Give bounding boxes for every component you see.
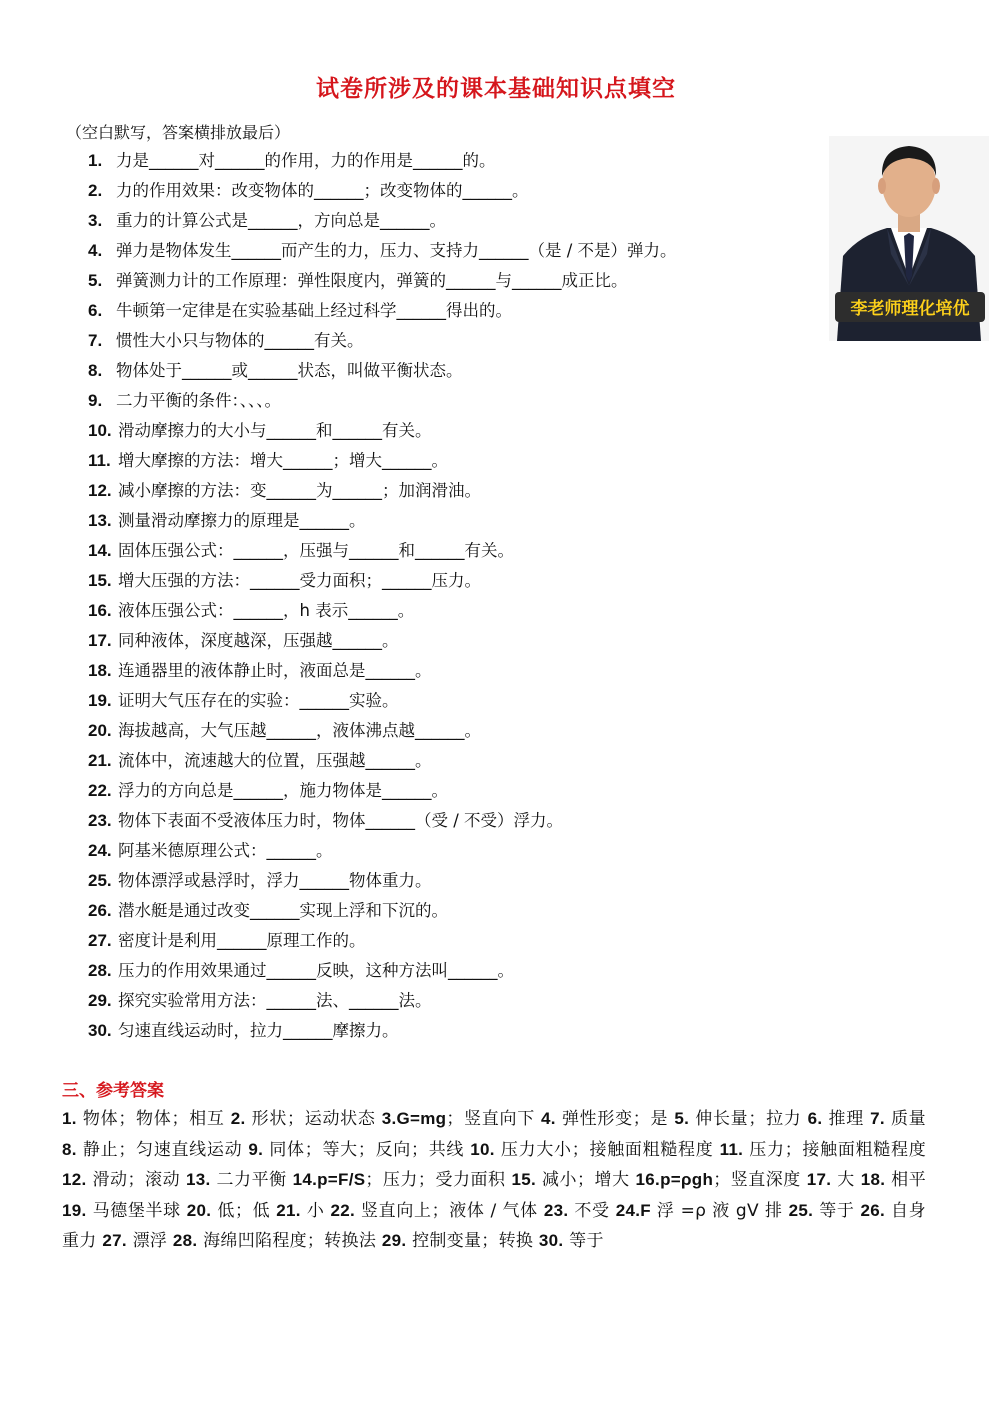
- question-number: 12.: [88, 481, 112, 500]
- question-item: [88, 656, 848, 686]
- question-text: 增大压强的方法：______受力面积；______压力。: [118, 571, 481, 590]
- question-text: 力是______对______的作用，力的作用是______的。: [116, 151, 496, 170]
- page-subtitle: （空白默写，答案横排放最后）: [66, 123, 291, 142]
- answer-text: 同体；等大；反向；共线: [263, 1139, 471, 1160]
- question-text: 测量滑动摩擦力的原理是______。: [118, 511, 366, 530]
- answer-number: 24.F: [615, 1200, 651, 1220]
- question-number: 23.: [88, 811, 112, 830]
- question-number: 10.: [88, 421, 112, 440]
- answer-text: 自身重力: [62, 1200, 926, 1251]
- answer-number: 29.: [381, 1231, 407, 1250]
- answer-text: 相平: [885, 1170, 926, 1190]
- answer-number: 9.: [248, 1139, 264, 1159]
- answer-number: 22.: [330, 1200, 356, 1220]
- answer-number: 6.: [807, 1109, 823, 1128]
- question-item: [88, 626, 848, 656]
- question-text: 牛顿第一定律是在实验基础上经过科学______得出的。: [116, 301, 512, 320]
- question-text: 压力的作用效果通过______反映，这种方法叫______。: [118, 961, 514, 980]
- question-item: [88, 926, 848, 956]
- answer-text: ；压力；受力面积: [365, 1170, 512, 1190]
- answer-text: 控制变量；转换: [406, 1231, 539, 1251]
- question-number: 11.: [88, 451, 111, 470]
- answer-text: 大: [831, 1170, 861, 1190]
- answer-text: ；竖直深度: [713, 1170, 807, 1190]
- question-item: [88, 716, 848, 746]
- question-text: 同种液体，深度越深，压强越______。: [118, 631, 399, 650]
- question-item: [88, 356, 848, 386]
- question-text: 浮力的方向总是______，施力物体是______。: [118, 781, 448, 800]
- question-text: 增大摩擦的方法：增大______；增大______。: [118, 451, 448, 470]
- question-number: 26.: [88, 901, 112, 920]
- question-item: [88, 326, 848, 356]
- question-number: 20.: [88, 721, 112, 740]
- question-text: 重力的计算公式是______，方向总是______。: [116, 211, 446, 230]
- question-item: [88, 176, 848, 206]
- answer-number: 4.: [541, 1109, 556, 1128]
- question-text: 物体处于______或______状态，叫做平衡状态。: [116, 361, 463, 380]
- answers-heading: 三、参考答案: [62, 1081, 164, 1101]
- answer-number: 18.: [860, 1170, 886, 1189]
- question-item: [88, 1016, 848, 1046]
- question-number: 14.: [88, 541, 112, 560]
- question-number: 3.: [88, 211, 103, 230]
- answer-number: 20.: [186, 1200, 212, 1220]
- question-item: [88, 296, 848, 326]
- question-item: [88, 506, 848, 536]
- teacher-portrait-image: [829, 136, 989, 341]
- question-text: 减小摩擦的方法：变______为______；加润滑油。: [118, 481, 481, 500]
- question-item: [88, 596, 848, 626]
- answer-number: 13.: [186, 1170, 211, 1189]
- question-item: [88, 836, 848, 866]
- answer-number: 23.: [543, 1200, 569, 1220]
- question-item: [88, 236, 848, 266]
- question-item: [88, 776, 848, 806]
- question-text: 固体压强公式：______，压强与______和______有关。: [118, 541, 514, 560]
- question-item: [88, 386, 848, 416]
- question-number: 2.: [88, 181, 103, 200]
- question-text: 弹簧测力计的工作原理：弹性限度内，弹簧的______与______成正比。: [116, 271, 628, 290]
- answer-text: 伸长量；拉力: [689, 1109, 808, 1129]
- answer-number: 3.G=mg: [381, 1109, 447, 1128]
- answer-number: 16.p=ρgh: [635, 1170, 714, 1189]
- question-number: 13.: [88, 511, 112, 530]
- question-item: [88, 806, 848, 836]
- answer-number: 27.: [102, 1231, 127, 1250]
- question-text: 阿基米德原理公式：______。: [118, 841, 333, 860]
- answer-number: 10.: [470, 1139, 495, 1159]
- question-item: [88, 896, 848, 926]
- question-text: 海拔越高，大气压越______，液体沸点越______。: [118, 721, 481, 740]
- answer-number: 8.: [62, 1139, 77, 1159]
- answer-number: 26.: [860, 1200, 886, 1220]
- question-number: 6.: [88, 301, 103, 320]
- question-text: 探究实验常用方法：______法、______法。: [118, 991, 432, 1010]
- answer-text: 马德堡半球: [86, 1200, 187, 1221]
- question-number: 9.: [88, 391, 103, 410]
- question-number: 21.: [88, 751, 112, 770]
- answer-number: 25.: [788, 1200, 814, 1220]
- answer-text: 滑动；滚动: [86, 1170, 187, 1190]
- answer-text: 弹性形变；是: [555, 1109, 675, 1129]
- answer-number: 28.: [172, 1231, 198, 1250]
- answer-number: 30.: [538, 1231, 564, 1250]
- answer-text: 压力；接触面粗糙程度: [743, 1139, 926, 1160]
- question-item: [88, 266, 848, 296]
- question-item: [88, 866, 848, 896]
- answer-text: 减小；增大: [536, 1170, 636, 1190]
- answer-number: 14.p=F/S: [292, 1170, 366, 1189]
- question-item: [88, 746, 848, 776]
- answer-number: 7.: [870, 1109, 885, 1128]
- question-text: 物体下表面不受液体压力时，物体______（受 / 不受）浮力。: [118, 811, 564, 830]
- question-text: 力的作用效果：改变物体的______；改变物体的______。: [116, 181, 529, 200]
- question-text: 弹力是物体发生______而产生的力，压力、支持力______（是 / 不是）弹力。: [116, 241, 677, 260]
- question-number: 24.: [88, 841, 112, 860]
- question-number: 22.: [88, 781, 112, 800]
- question-item: [88, 686, 848, 716]
- question-text: 连通器里的液体静止时，液面总是______。: [118, 661, 432, 680]
- question-item: [88, 416, 848, 446]
- answer-number: 1.: [62, 1109, 77, 1128]
- answer-text: 质量: [884, 1109, 926, 1129]
- question-list: [88, 146, 848, 1046]
- question-text: 匀速直线运动时，拉力______摩擦力。: [118, 1021, 399, 1040]
- question-number: 5.: [88, 271, 103, 290]
- answer-text: 物体；物体；相互: [76, 1109, 231, 1129]
- question-text: 潜水艇是通过改变______实现上浮和下沉的。: [118, 901, 448, 920]
- question-number: 18.: [88, 661, 112, 680]
- question-text: 液体压强公式：______，h 表示______。: [118, 601, 415, 620]
- question-number: 7.: [88, 331, 103, 350]
- answer-key: [62, 1104, 926, 1257]
- question-text: 证明大气压存在的实验：______实验。: [118, 691, 399, 710]
- page-title: 试卷所涉及的课本基础知识点填空: [316, 75, 676, 102]
- answer-text: 二力平衡: [210, 1170, 293, 1190]
- answer-text: 低；低: [211, 1200, 277, 1221]
- answer-text: 小: [300, 1200, 331, 1221]
- photo-caption: 李老师理化培优: [850, 299, 970, 319]
- question-number: 17.: [88, 631, 112, 650]
- answer-text: 浮 =ρ 液 gV 排: [650, 1200, 789, 1221]
- teacher-photo: [829, 136, 989, 341]
- question-item: [88, 476, 848, 506]
- question-number: 25.: [88, 871, 112, 890]
- answer-number: 17.: [806, 1170, 832, 1189]
- question-item: [88, 446, 848, 476]
- question-item: [88, 536, 848, 566]
- question-item: [88, 986, 848, 1016]
- question-number: 27.: [88, 931, 112, 950]
- question-text: 物体漂浮或悬浮时，浮力______物体重力。: [118, 871, 432, 890]
- question-item: [88, 146, 848, 176]
- answer-text: 压力大小；接触面粗糙程度: [494, 1139, 720, 1160]
- answer-number: 19.: [62, 1200, 87, 1220]
- answer-number: 2.: [230, 1109, 246, 1128]
- question-number: 28.: [88, 961, 112, 980]
- answer-text: 漂浮: [126, 1231, 173, 1251]
- answer-number: 12.: [62, 1170, 87, 1189]
- question-number: 15.: [88, 571, 112, 590]
- question-text: 密度计是利用______原理工作的。: [118, 931, 366, 950]
- answer-number: 15.: [511, 1170, 537, 1189]
- question-text: 惯性大小只与物体的______有关。: [116, 331, 364, 350]
- answer-text: 不受: [568, 1200, 616, 1221]
- answer-text: 等于: [563, 1231, 604, 1251]
- answer-text: ；竖直向下: [446, 1109, 542, 1129]
- question-text: 流体中，流速越大的位置，压强越______。: [118, 751, 432, 770]
- question-item: [88, 956, 848, 986]
- answer-text: 等于: [813, 1200, 861, 1221]
- question-number: 16.: [88, 601, 112, 620]
- answer-number: 5.: [674, 1109, 690, 1128]
- answer-text: 推理: [822, 1109, 871, 1129]
- answer-number: 21.: [276, 1200, 301, 1220]
- answer-text: 形状；运动状态: [245, 1109, 382, 1129]
- question-number: 8.: [88, 361, 103, 380]
- question-number: 30.: [88, 1021, 112, 1040]
- answer-text: 海绵凹陷程度；转换法: [197, 1231, 382, 1251]
- question-number: 4.: [88, 241, 103, 260]
- question-text: 二力平衡的条件：、、、。: [116, 391, 281, 410]
- answer-text: 竖直向上；液体 / 气体: [355, 1200, 544, 1221]
- question-number: 19.: [88, 691, 112, 710]
- question-text: 滑动摩擦力的大小与______和______有关。: [118, 421, 432, 440]
- question-number: 29.: [88, 991, 112, 1010]
- answer-number: 11.: [719, 1139, 744, 1159]
- question-item: [88, 206, 848, 236]
- question-number: 1.: [88, 151, 103, 170]
- question-item: [88, 566, 848, 596]
- answer-text: 静止；匀速直线运动: [76, 1139, 249, 1160]
